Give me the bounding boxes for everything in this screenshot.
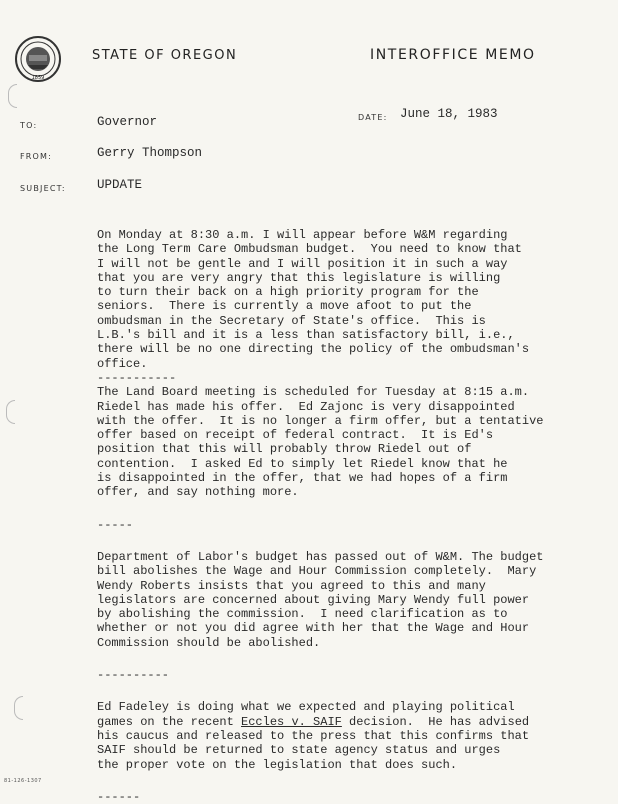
memo-body — [97, 228, 602, 804]
punch-hole-mark — [8, 84, 17, 108]
subject-label: SUBJECT: — [20, 184, 66, 193]
case-name: Eccles v. SAIF — [241, 714, 342, 729]
paragraph-saif-part-b: decision. He has advised his caucus and released to the press that this confirms that SAIF should be returned to state agency status and urges the proper vote on the legislation that does such. — [97, 714, 530, 772]
from-value: Gerry Thompson — [97, 146, 203, 160]
separator-rule: ----------- — [97, 370, 177, 385]
to-value: Governor — [97, 115, 158, 129]
seal-year: 1859 — [31, 75, 45, 81]
paragraph-saif-part-a: Ed Fadeley is doing what we expected and playing political games on the recent — [97, 700, 515, 729]
paragraph-saif — [97, 700, 602, 771]
date-label: DATE: — [358, 113, 388, 122]
punch-hole-mark — [14, 696, 23, 720]
form-number: 81-126-1307 — [4, 778, 42, 784]
to-label: TO: — [20, 121, 38, 130]
state-name: STATE OF OREGON — [92, 48, 238, 63]
separator-rule: ---------- — [97, 668, 170, 683]
separator-rule: ----- — [97, 517, 134, 532]
date-value: June 18, 1983 — [400, 107, 498, 121]
paragraph-land-board: The Land Board meeting is scheduled for Tuesday at 8:15 a.m. Riedel has made his offer. Ed Zajonc is very disappointed with the offer. It is no longer a firm offer, but a tentative offer based on receipt of federal contract. It is Ed's position that this will probably throw Riedel out of contention. I asked Ed to simply let Riedel know that he is disappointed in the offer, that we had hopes of a firm offer, and say nothing more. — [97, 385, 544, 500]
separator-rule: ------ — [97, 789, 141, 804]
from-label: FROM: — [20, 152, 53, 161]
paragraph-ombudsman: On Monday at 8:30 a.m. I will appear before W&M regarding the Long Term Care Ombudsman budget. You need to know that I will not be gentle and I will position it in such a way that you are very angry that this legislature is willing to turn their back on a high priority program for the seniors. There is currently a move afoot to put the ombudsman in the Secretary of State's office. This is L.B.'s bill and it is a less than satisfactory bill, i.e., there will be no one directing the policy of the ombudsman's office. — [97, 228, 530, 371]
memo-type: INTEROFFICE MEMO — [370, 47, 536, 63]
subject-value: UPDATE — [97, 178, 143, 192]
state-seal-icon — [14, 35, 62, 83]
paragraph-labor-budget: Department of Labor's budget has passed out of W&M. The budget bill abolishes the Wage and Hour Commission completely. Mary Wendy Roberts insists that you agreed to this and many legislators are concerned about giving Mary Wendy full power by abolishing the commission. I need clarification as to whether or not you did agree with her that the Wage and Hour Commission should be abolished. — [97, 549, 544, 650]
punch-hole-mark — [6, 400, 15, 424]
